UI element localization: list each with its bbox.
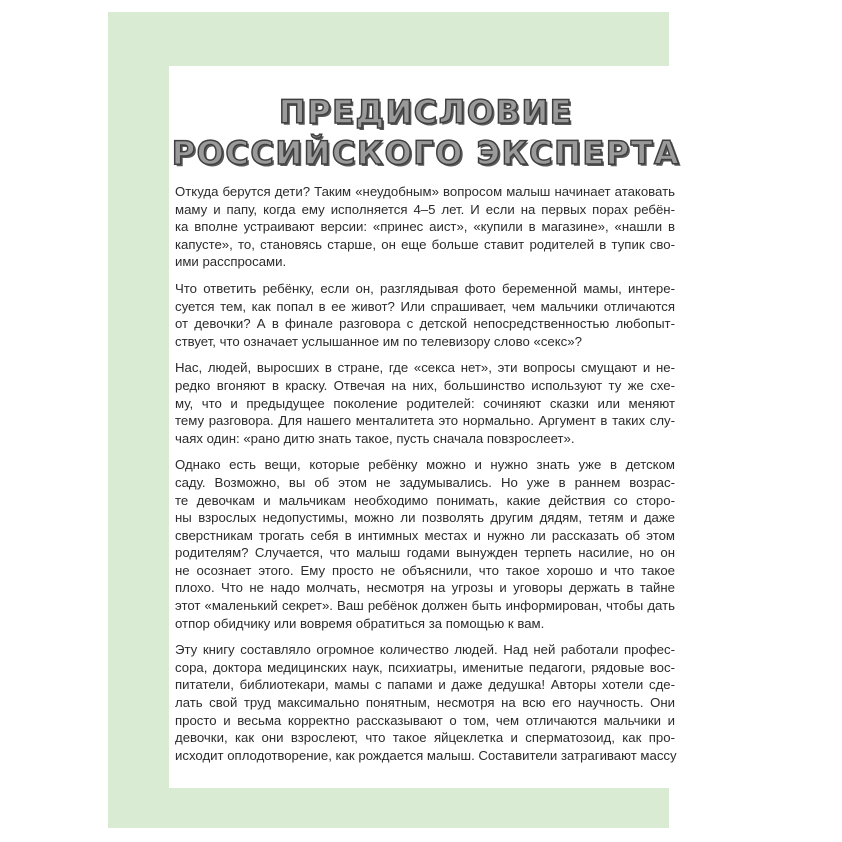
text-line: тему разговора. Для нашего менталитета это нормально. Аргумент в таких слу- xyxy=(175,413,675,429)
text-line: сора, доктора медицинских наук, психиатры, именитые педагоги, рядовые вос- xyxy=(175,659,675,675)
text-line: родителям? Случается, что малыш годами вынужден терпеть насилие, но он xyxy=(175,545,675,561)
text-line: те девочкам и мальчикам необходимо понимать, какие действия со сторо- xyxy=(175,492,675,508)
paragraph-3 xyxy=(175,359,675,447)
text-line: саду. Возможно, вы об этом не задумывались. Но уже в раннем возрас- xyxy=(175,474,675,490)
text-line: ствует, что означает услышанное им по телевизору слово «секс»? xyxy=(175,333,582,349)
text-line: сверстникам трогать себя в интимных местах и нужно ли рассказать об этом xyxy=(175,527,675,543)
paragraph-2 xyxy=(175,280,675,350)
text-line: ка вполне устраивают версии: «принес аист», «купили в магазине», «нашли в xyxy=(175,219,675,235)
body-text xyxy=(175,183,675,773)
text-line: отпор обидчику или вовремя обратиться за помощью к вам. xyxy=(175,615,545,631)
text-line: девочки, как они взрослеют, что такое яйцеклетка и сперматозоид, как про- xyxy=(175,730,675,746)
title-line-1: ПРЕДИСЛОВИЕ xyxy=(278,93,574,131)
text-line: чаях один: «рано дитю знать такое, пусть сначала повзрослеет». xyxy=(175,430,575,446)
text-line: исходит оплодотворение, как рождается малыш. Составители затрагивают массу xyxy=(175,747,677,763)
paragraph-1 xyxy=(175,183,675,271)
text-line: просто и весьма корректно рассказывают о том, чем отличаются мальчики и xyxy=(175,712,675,728)
text-line: от девочки? А в финале разговора с детской непосредственностью любопыт- xyxy=(175,316,675,332)
text-line: му, что и предыдущее поколение родителей: сочиняют сказки или меняют xyxy=(175,395,675,411)
text-line: маму и папу, когда ему исполняется 4–5 лет. И если на первых порах ребён- xyxy=(175,201,675,217)
text-line: Нас, людей, выросших в стране, где «секса нет», эти вопросы смущают и не- xyxy=(175,360,675,376)
text-line: этот «маленький секрет». Ваш ребёнок должен быть информирован, чтобы дать xyxy=(175,598,675,614)
page-title xyxy=(171,92,681,174)
text-line: капусте», то, становясь старше, он еще больше ставит родителей в тупик сво- xyxy=(175,236,675,252)
paragraph-4 xyxy=(175,456,675,632)
paragraph-5 xyxy=(175,641,675,764)
text-line: Однако есть вещи, которые ребёнку можно и нужно знать уже в детском xyxy=(175,457,675,473)
text-line: ими расспросами. xyxy=(175,254,287,270)
title-line-2: РОССИЙСКОГО ЭКСПЕРТА xyxy=(171,134,681,172)
text-line: ны взрослых недопустимы, можно ли позволять другим дядям, тетям и даже xyxy=(175,510,675,526)
text-line: суется тем, как попал в ее живот? Или спрашивает, чем мальчики отличаются xyxy=(175,298,675,314)
text-line: Откуда берутся дети? Таким «неудобным» вопросом малыш начинает атаковать xyxy=(175,184,675,199)
text-line: плохо. Что не надо молчать, несмотря на угрозы и уговоры держать в тайне xyxy=(175,580,675,596)
text-line: редко вгоняют в краску. Отвечая на них, большинство используют ту же схе- xyxy=(175,377,675,393)
text-line: питатели, библиотекари, мамы с папами и даже дедушка! Авторы хотели сде- xyxy=(175,677,675,693)
text-line: не осознает этого. Ему просто не объяснили, что такое хорошо и что такое xyxy=(175,562,675,578)
text-line: Что ответить ребёнку, если он, разглядывая фото беременной мамы, интере- xyxy=(175,280,675,296)
text-line: Эту книгу составляло огромное количество людей. Над ней работали профес- xyxy=(175,642,675,658)
text-line: лать свой труд максимально понятным, несмотря на всю его научность. Они xyxy=(175,695,675,711)
